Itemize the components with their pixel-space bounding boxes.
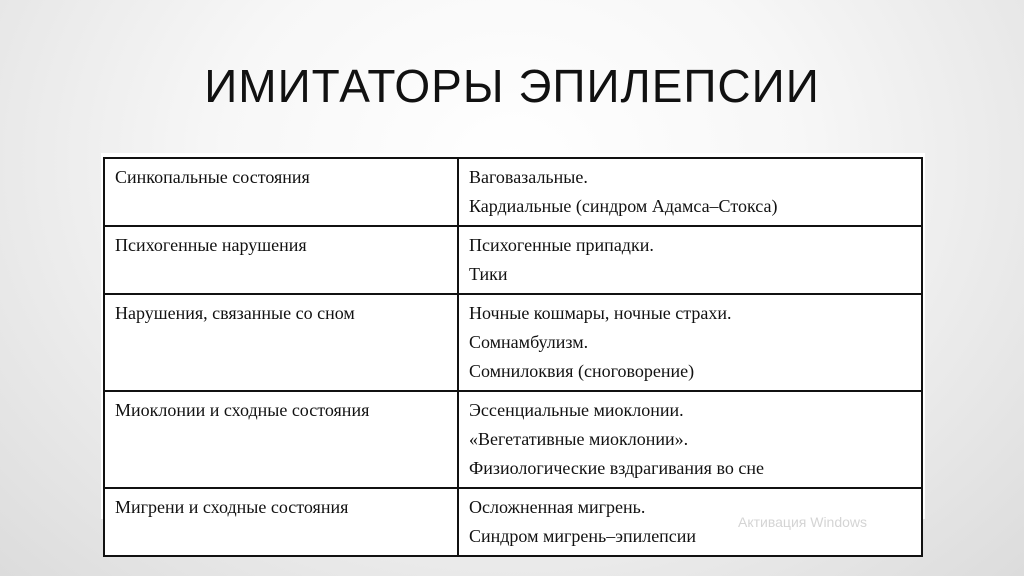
category-cell — [104, 226, 458, 294]
category-cell — [104, 294, 458, 391]
items-cell — [458, 391, 922, 488]
category-cell — [104, 488, 458, 556]
item-text: Эссенциальные миоклонии. — [469, 400, 684, 420]
category-label: Синкопальные состояния — [115, 167, 310, 187]
item-text: Сомнамбулизм. — [469, 332, 589, 352]
table-row — [104, 226, 922, 294]
item-text: Тики — [469, 264, 508, 284]
item-text: Синдром мигрень–эпилепсии — [469, 526, 697, 546]
category-cell — [104, 391, 458, 488]
items-cell — [458, 294, 922, 391]
item-text: «Вегетативные миоклонии». — [469, 429, 689, 449]
epilepsy-imitators-table — [103, 157, 923, 557]
table-row — [104, 294, 922, 391]
category-label: Миоклонии и сходные состояния — [115, 400, 370, 420]
category-cell — [104, 158, 458, 226]
slide-title: ИМИТАТОРЫ ЭПИЛЕПСИИ — [204, 60, 820, 112]
item-text: Ваговазальные. — [469, 167, 588, 187]
table-row — [104, 158, 922, 226]
item-text: Осложненная мигрень. — [469, 497, 646, 517]
item-text: Психогенные припадки. — [469, 235, 654, 255]
item-text: Сомнилоквия (сноговорение) — [469, 361, 695, 381]
items-cell — [458, 158, 922, 226]
item-text: Кардиальные (синдром Адамса–Стокса) — [469, 196, 778, 216]
windows-activation-watermark: Активация Windows — [738, 514, 868, 530]
items-cell — [458, 226, 922, 294]
item-text: Ночные кошмары, ночные страхи. — [469, 303, 732, 323]
item-text: Физиологические вздрагивания во сне — [469, 458, 764, 478]
category-label: Нарушения, связанные со сном — [115, 303, 355, 323]
category-label: Психогенные нарушения — [115, 235, 307, 255]
table-row — [104, 391, 922, 488]
category-label: Мигрени и сходные состояния — [115, 497, 349, 517]
